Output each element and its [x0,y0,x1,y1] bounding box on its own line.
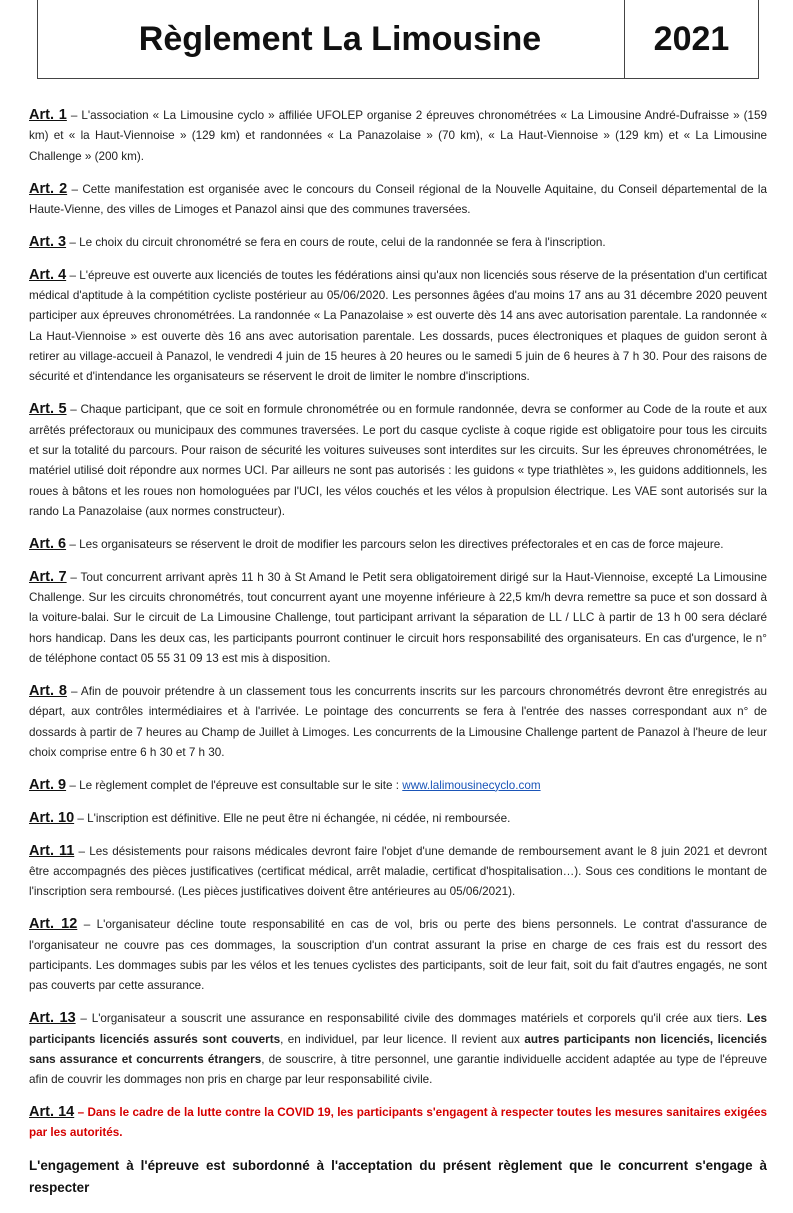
article-text: , en individuel, par leur licence. Il revient aux [280,1032,525,1046]
article-number: Art. 13 [29,1010,76,1027]
article-11 [29,841,767,903]
article-number: Art. 11 [29,842,75,859]
covid-notice: Dans le cadre de la lutte contre la COVID 19, les participants s'engagent à respecter toutes les mesures sanitaires exigées par les autorités. [29,1106,767,1140]
article-1 [29,105,767,167]
article-separator: – [66,537,80,551]
article-text: , de souscrire, à titre personnel, une garantie individuelle accident adaptée au type de l'épreuve afin de couvrir les dommages non pris en charge par leur responsabilité civile. [29,1052,767,1087]
article-text: L'association « La Limousine cyclo » affiliée UFOLEP organise 2 épreuves chronométrées « La Limousine André-Dufraisse » (159 km) et « la Haut-Viennoise » (129 km) et randonnées « La Panazolaise » (70 km), « La Haut-Viennoise » (129 km) et « La Limousine Challenge » (200 km). [29,109,767,163]
article-number: Art. 10 [29,809,75,826]
article-number: Art. 5 [29,401,67,418]
website-link[interactable]: www.lalimousinecyclo.com [402,778,541,792]
article-10 [29,808,767,829]
article-text: L'organisateur décline toute responsabilité en cas de vol, bris ou perte des biens personnels. Le contrat d'assurance de l'organisateur ne couvre pas ces dommages, la souscription d'un contrat assurant la prise en charge de ces frais est du ressort des participants. Les dommages subis par les vélos et les tenues cyclistes des participants, soit de leur fait, soit du fait d'autres engagés, ne sont pas couverts par cette assurance. [29,918,767,993]
article-9 [29,775,767,796]
article-text: Cette manifestation est organisée avec le concours du Conseil régional de la Nouvelle Aquitaine, du Conseil départemental de la Haute-Vienne, des villes de Limoges et Panazol ainsi que des communes traversées. [29,182,768,216]
header-box [37,0,759,79]
article-text: Le choix du circuit chronométré se fera en cours de route, celui de la randonnée se fera à l'inscription. [79,235,606,249]
article-number: Art. 2 [29,180,68,197]
article-separator: – [77,918,97,932]
article-text: L'organisateur a souscrit une assurance en responsabilité civile des dommages matériels et corporels qu'il crée aux tiers. [91,1012,747,1026]
article-number: Art. 8 [29,682,67,699]
article-text: Tout concurrent arrivant après 11 h 30 à St Amand le Petit sera obligatoirement dirigé sur la Haut-Viennoise, excepté La Limousine Challenge. Sur les circuits chronométrés, tout concurrent ayant une moyenne inférieure à 22,5 km/h devra remettre sa puce et son dossard à la voiture-balai. Sur le circuit de La Limousine Challenge, tout participant arrivant la séparation de LL / LLC à partir de 13 h 00 sera déclaré hors handicap. Dans les deux cas, les participants pourront continuer le circuit hors responsabilité des organisateurs. En cas d'urgence, le n° de téléphone contact 05 55 31 09 13 est mis à disposition. [29,570,767,665]
article-separator: – [66,778,80,792]
article-text: Les organisateurs se réservent le droit de modifier les parcours selon les directives préfectorales et en cas de force majeure. [79,537,724,551]
article-separator: – [67,182,83,196]
article-14 [29,1102,767,1144]
article-5 [29,399,767,522]
article-text: Le règlement complet de l'épreuve est consultable sur le site : [79,778,403,792]
article-number: Art. 6 [29,535,67,552]
article-separator: – [74,1106,88,1120]
article-6 [29,534,767,555]
document-title: Règlement La Limousine [38,0,625,78]
article-separator: – [74,844,90,858]
article-12 [29,914,767,996]
article-text: L'inscription est définitive. Elle ne peut être ni échangée, ni cédée, ni remboursée. [87,811,511,825]
article-text: Afin de pouvoir prétendre à un classement tous les concurrents inscrits sur les parcours chronométrés devront être enregistrés au départ, aux contrôles intermédiaires et à l'arrivée. Le pointage des concurrents se fera à l'entrée des nasses correspondant aux n° de dossards à partir de 7 heures au Champ de Juillet à Limoges. Les concurrents de la Limousine Challenge partent de Panazol à l'heure de leur choix comprise entre 6 h 30 et 7 h 30. [29,684,767,759]
regulation-body [29,105,767,1213]
article-bold-text: Les participants licenciés assurés sont couverts [29,1012,767,1046]
article-number: Art. 9 [29,776,67,793]
article-2 [29,179,767,221]
article-number: Art. 1 [29,107,67,123]
article-separator: – [66,570,81,584]
article-separator: – [66,109,82,122]
article-number: Art. 4 [29,266,67,283]
article-separator: – [66,235,80,249]
article-bold-text: autres participants non licenciés, licenciés sans assurance et concurrents étrangers [29,1032,767,1066]
document-year: 2021 [653,19,730,58]
article-separator: – [75,1012,92,1026]
article-4 [29,265,767,388]
article-separator: – [74,811,88,825]
article-separator: – [66,403,81,417]
article-separator: – [66,268,80,282]
article-3 [29,232,767,253]
article-number: Art. 3 [29,233,67,250]
article-13 [29,1008,767,1090]
article-7 [29,567,767,669]
acceptance-statement: L'engagement à l'épreuve est subordonné à l'acceptation du présent règlement que le concurrent s'engage à respecter [29,1158,767,1196]
article-text: Chaque participant, que ce soit en formule chronométrée ou en formule randonnée, devra se conformer au Code de la route et aux arrêtés préfectoraux ou municipaux des communes traversées. Le port du casque cycliste à coque rigide est obligatoire pour tous les circuits et sur la totalité du parcours. Pour raison de sécurité les voitures suiveuses sont interdites sur les circuits. Sur les épreuves chronométrées, le matériel utilisé doit répondre aux normes UCI. Par ailleurs ne sont pas autorisés : les guidons « type triathlètes », les guidons additionnels, les roues à bâtons et les roues non homologuées par l'UCI, les vélos couchés et les vélos à propulsion électrique. Les VAE sont autorisés sur la rando La Panazolaise (aux normes constructeur). [29,403,767,518]
article-8 [29,681,767,763]
article-number: Art. 14 [29,1104,75,1121]
article-number: Art. 7 [29,568,67,585]
article-text: L'épreuve est ouverte aux licenciés de toutes les fédérations ainsi qu'aux non licenciés sous réserve de la présentation d'un certificat médical d'aptitude à la compétition cycliste postérieur au 05/06/2020. Les personnes âgées d'au moins 17 ans au 31 décembre 2020 peuvent participer aux épreuves chronométrées. La randonnée « La Panazolaise » est ouverte dès 14 ans avec autorisation parentale. La randonnée « La Haut-Viennoise » est ouverte dès 16 ans avec autorisation parentale. Les dossards, puces électroniques et plaques de guidon seront à retirer au village-accueil à Panazol, le vendredi 4 juin de 15 heures à 20 heures ou le samedi 5 juin de 6 heures à 7 h 30. Pour des raisons de sécurité et d'intendance les organisateurs se réservent le droit de limiter le nombre d'inscriptions. [29,268,767,384]
article-separator: – [66,684,81,698]
article-number: Art. 12 [29,916,78,933]
article-text: Les désistements pour raisons médicales devront faire l'objet d'une demande de remboursement avant le 8 juin 2021 et devront être accompagnés des pièces justificatives (certificat médical, arrêt maladie, certificat d'hospitalisation…). Sous ces conditions le montant de l'inscription sera remboursé. (Les pièces justificatives doivent être antérieures au 05/06/2021). [29,844,767,899]
